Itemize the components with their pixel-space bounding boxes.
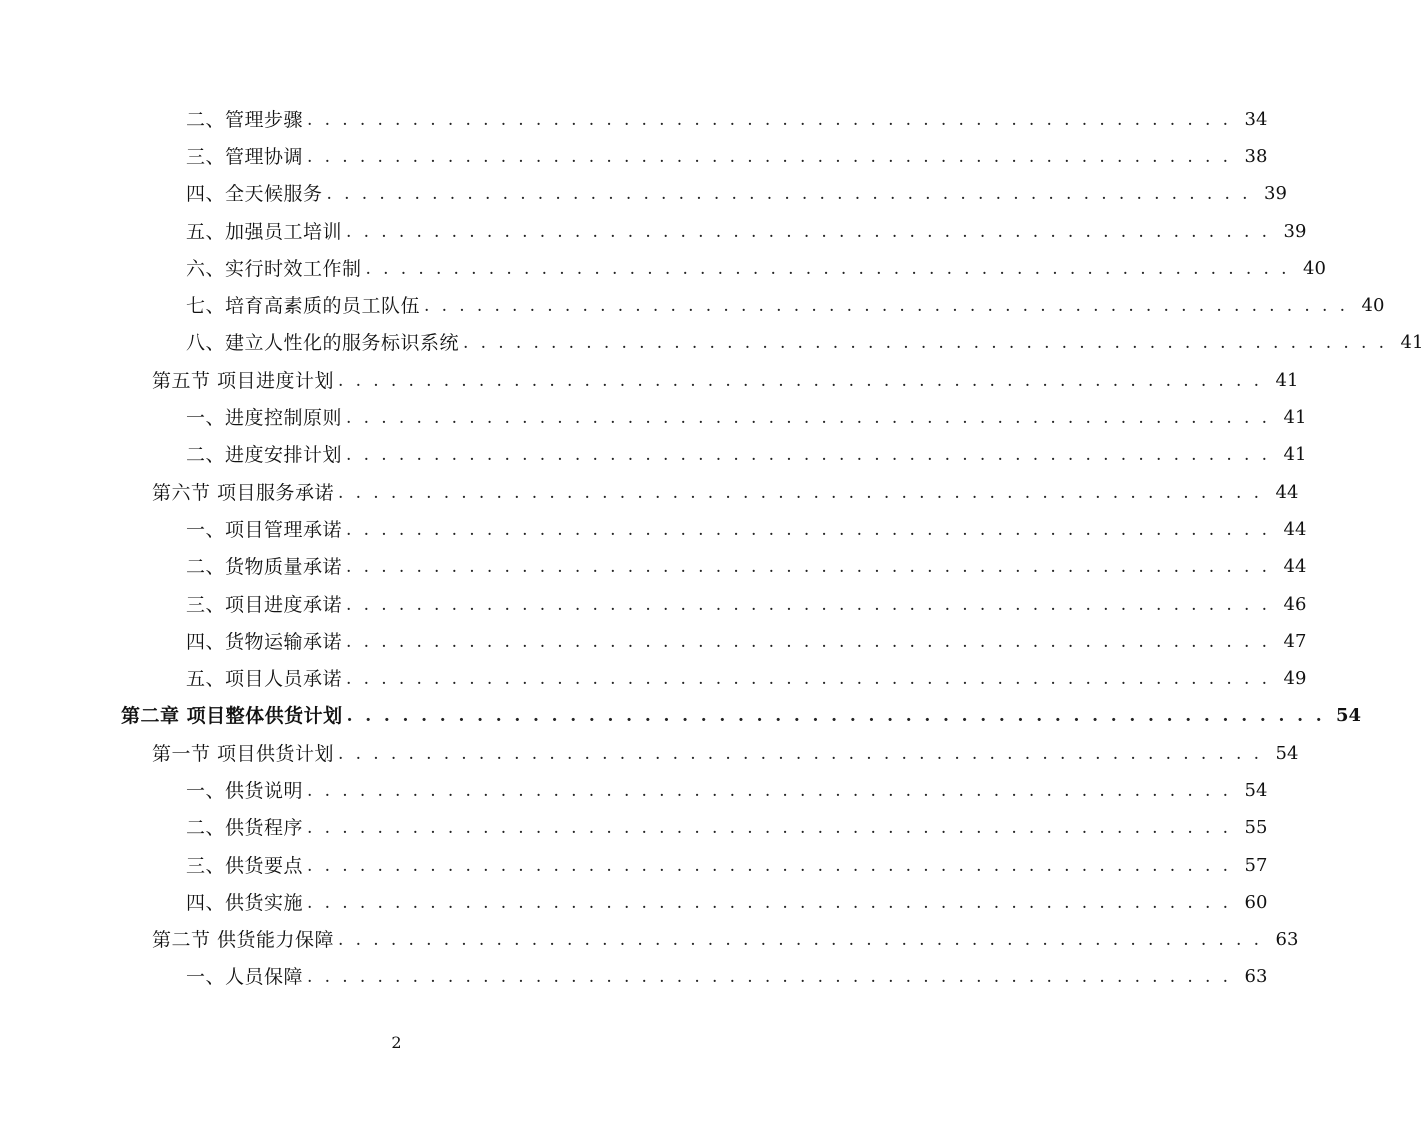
toc-entry-page: 47	[1283, 630, 1307, 652]
toc-entry-page: 41	[1283, 407, 1307, 429]
toc-entry[interactable]	[0, 362, 1299, 399]
toc-entry-title: 五、加强员工培训	[186, 220, 343, 243]
toc-dot-leader: . . . . . . . . . . . . . . . . . . . . . . . . . . . . . . . . . . . . . . . . . . . . . . . . . . . . .	[463, 333, 1388, 354]
toc-entry[interactable]	[0, 810, 1268, 847]
toc-entry-page: 39	[1264, 183, 1287, 205]
toc-entry-title: 一、供货说明	[186, 779, 304, 802]
toc-entry[interactable]	[0, 287, 1385, 324]
toc-entry-page: 41	[1283, 444, 1307, 466]
toc-entry[interactable]	[0, 959, 1268, 996]
toc-entry-title: 第二章 项目整体供货计划	[121, 705, 343, 728]
toc-entry-title: 四、供货实施	[186, 891, 304, 914]
toc-entry-title: 第五节 项目进度计划	[152, 369, 335, 392]
toc-entry[interactable]	[0, 437, 1307, 474]
toc-dot-leader: . . . . . . . . . . . . . . . . . . . . . . . . . . . . . . . . . . . . . . . . . . . . . . . . . . . . .	[307, 780, 1232, 801]
toc-entry[interactable]	[0, 213, 1307, 250]
toc-entry[interactable]	[0, 101, 1268, 138]
page-number: 2	[391, 1033, 402, 1052]
toc-entry-title: 第一节 项目供货计划	[152, 742, 335, 765]
toc-dot-leader: . . . . . . . . . . . . . . . . . . . . . . . . . . . . . . . . . . . . . . . . . . . . . . . . . . . . .	[346, 445, 1271, 466]
toc-dot-leader: . . . . . . . . . . . . . . . . . . . . . . . . . . . . . . . . . . . . . . . . . . . . . . . . . . . . .	[346, 631, 1271, 652]
toc-entry-title: 二、进度安排计划	[186, 444, 343, 467]
toc-entry-title: 四、全天候服务	[186, 183, 323, 206]
toc-entry[interactable]	[0, 511, 1307, 548]
toc-entry-page: 38	[1244, 145, 1268, 167]
toc-entry-page: 54	[1275, 742, 1299, 764]
toc-entry-page: 40	[1303, 257, 1326, 279]
toc-dot-leader: . . . . . . . . . . . . . . . . . . . . . . . . . . . . . . . . . . . . . . . . . . . . . . . . . . . . .	[338, 743, 1263, 764]
toc-entry[interactable]	[0, 250, 1326, 287]
toc-dot-leader: . . . . . . . . . . . . . . . . . . . . . . . . . . . . . . . . . . . . . . . . . . . . . . . . . . . . .	[338, 482, 1263, 503]
toc-entry-title: 一、项目管理承诺	[186, 518, 343, 541]
toc-dot-leader: . . . . . . . . . . . . . . . . . . . . . . . . . . . . . . . . . . . . . . . . . . . . . . . . . . . . .	[346, 519, 1271, 540]
toc-entry[interactable]	[0, 735, 1299, 772]
toc-dot-leader: . . . . . . . . . . . . . . . . . . . . . . . . . . . . . . . . . . . . . . . . . . . . . . . . . . . . .	[346, 221, 1271, 242]
toc-entry-title: 五、项目人员承诺	[186, 668, 343, 691]
toc-entry-title: 三、项目进度承诺	[186, 593, 343, 616]
toc-entry-page: 34	[1244, 108, 1268, 130]
toc-entry-page: 40	[1361, 295, 1385, 317]
toc-entry[interactable]	[0, 325, 1423, 362]
toc-entry-title: 一、进度控制原则	[186, 407, 343, 430]
toc-entry-page: 63	[1275, 929, 1299, 951]
toc-entry-page: 46	[1283, 593, 1307, 615]
toc-entry-title: 六、实行时效工作制	[186, 257, 362, 280]
toc-entry[interactable]	[0, 586, 1307, 623]
toc-dot-leader: . . . . . . . . . . . . . . . . . . . . . . . . . . . . . . . . . . . . . . . . . . . . . . . . . . . . .	[307, 818, 1232, 839]
toc-entry[interactable]	[0, 399, 1307, 436]
toc-entry[interactable]	[0, 660, 1307, 697]
toc-entry-title: 二、管理步骤	[186, 108, 304, 131]
toc-entry-title: 第二节 供货能力保障	[152, 929, 335, 952]
toc-dot-leader: . . . . . . . . . . . . . . . . . . . . . . . . . . . . . . . . . . . . . . . . . . . . . . . . . . . . .	[346, 408, 1271, 429]
toc-dot-leader: . . . . . . . . . . . . . . . . . . . . . . . . . . . . . . . . . . . . . . . . . . . . . . . . . . . . .	[365, 258, 1290, 279]
toc-entry-page: 39	[1283, 220, 1307, 242]
toc-dot-leader: . . . . . . . . . . . . . . . . . . . . . . . . . . . . . . . . . . . . . . . . . . . . . . . . . . . . .	[307, 892, 1232, 913]
toc-entry-title: 二、供货程序	[186, 817, 304, 840]
toc-entry-title: 第六节 项目服务承诺	[152, 481, 335, 504]
toc-entry-page: 44	[1283, 518, 1307, 540]
toc-dot-leader: . . . . . . . . . . . . . . . . . . . . . . . . . . . . . . . . . . . . . . . . . . . . . . . . . . . . .	[326, 184, 1251, 205]
toc-entry-title: 三、管理协调	[186, 145, 304, 168]
toc-entry-page: 54	[1244, 779, 1268, 801]
toc-entry[interactable]	[0, 698, 1362, 735]
toc-entry[interactable]	[0, 884, 1268, 921]
toc-dot-leader: . . . . . . . . . . . . . . . . . . . . . . . . . . . . . . . . . . . . . . . . . . . . . . . . . . . . .	[307, 967, 1232, 988]
toc-dot-leader: . . . . . . . . . . . . . . . . . . . . . . . . . . . . . . . . . . . . . . . . . . . . . . . . . . . . .	[307, 109, 1232, 130]
toc-dot-leader: . . . . . . . . . . . . . . . . . . . . . . . . . . . . . . . . . . . . . . . . . . . . . . . . . . . . .	[346, 669, 1271, 690]
toc-entry[interactable]	[0, 474, 1299, 511]
toc-entry-page: 41	[1275, 369, 1299, 391]
toc-entry-title: 二、货物质量承诺	[186, 556, 343, 579]
toc-entry[interactable]	[0, 176, 1287, 213]
toc-entry-page: 49	[1283, 668, 1307, 690]
toc-entry[interactable]	[0, 847, 1268, 884]
toc-entry-page: 63	[1244, 966, 1268, 988]
toc-dot-leader: . . . . . . . . . . . . . . . . . . . . . . . . . . . . . . . . . . . . . . . . . . . . . . . . . . . . .	[338, 370, 1263, 391]
toc-entry-page: 55	[1244, 817, 1268, 839]
toc-entry[interactable]	[0, 772, 1268, 809]
toc-entry[interactable]	[0, 922, 1299, 959]
toc-entry[interactable]	[0, 138, 1268, 175]
toc-entry-page: 54	[1336, 705, 1362, 727]
toc-entry-title: 七、培育高素质的员工队伍	[186, 295, 421, 318]
toc-entry-title: 四、货物运输承诺	[186, 630, 343, 653]
toc-entry[interactable]	[0, 623, 1307, 660]
toc-dot-leader: . . . . . . . . . . . . . . . . . . . . . . . . . . . . . . . . . . . . . . . . . . . . . . . . . . . . .	[346, 594, 1271, 615]
toc-entry-page: 41	[1400, 332, 1423, 354]
toc-dot-leader: . . . . . . . . . . . . . . . . . . . . . . . . . . . . . . . . . . . . . . . . . . . . . . . . . . . . .	[346, 557, 1271, 578]
toc-entry-title: 一、人员保障	[186, 966, 304, 989]
toc-dot-leader: . . . . . . . . . . . . . . . . . . . . . . . . . . . . . . . . . . . . . . . . . . . . . . . . . . . . .	[338, 930, 1263, 951]
toc-dot-leader: . . . . . . . . . . . . . . . . . . . . . . . . . . . . . . . . . . . . . . . . . . . . . . . . . . . . .	[307, 146, 1232, 167]
toc-entry-title: 八、建立人性化的服务标识系统	[186, 332, 460, 355]
toc-dot-leader: . . . . . . . . . . . . . . . . . . . . . . . . . . . . . . . . . . . . . . . . . . . . . . . . . . . . .	[307, 855, 1232, 876]
toc-dot-leader: . . . . . . . . . . . . . . . . . . . . . . . . . . . . . . . . . . . . . . . . . . . . . . . . . . . . .	[346, 706, 1326, 727]
toc-entry-title: 三、供货要点	[186, 854, 304, 877]
toc-entry-page: 44	[1283, 556, 1307, 578]
toc-entry-page: 57	[1244, 854, 1268, 876]
toc-entry-page: 44	[1275, 481, 1299, 503]
toc-entry-page: 60	[1244, 891, 1268, 913]
table-of-contents	[0, 101, 1423, 996]
toc-entry[interactable]	[0, 549, 1307, 586]
toc-dot-leader: . . . . . . . . . . . . . . . . . . . . . . . . . . . . . . . . . . . . . . . . . . . . . . . . . . . . .	[424, 296, 1349, 317]
